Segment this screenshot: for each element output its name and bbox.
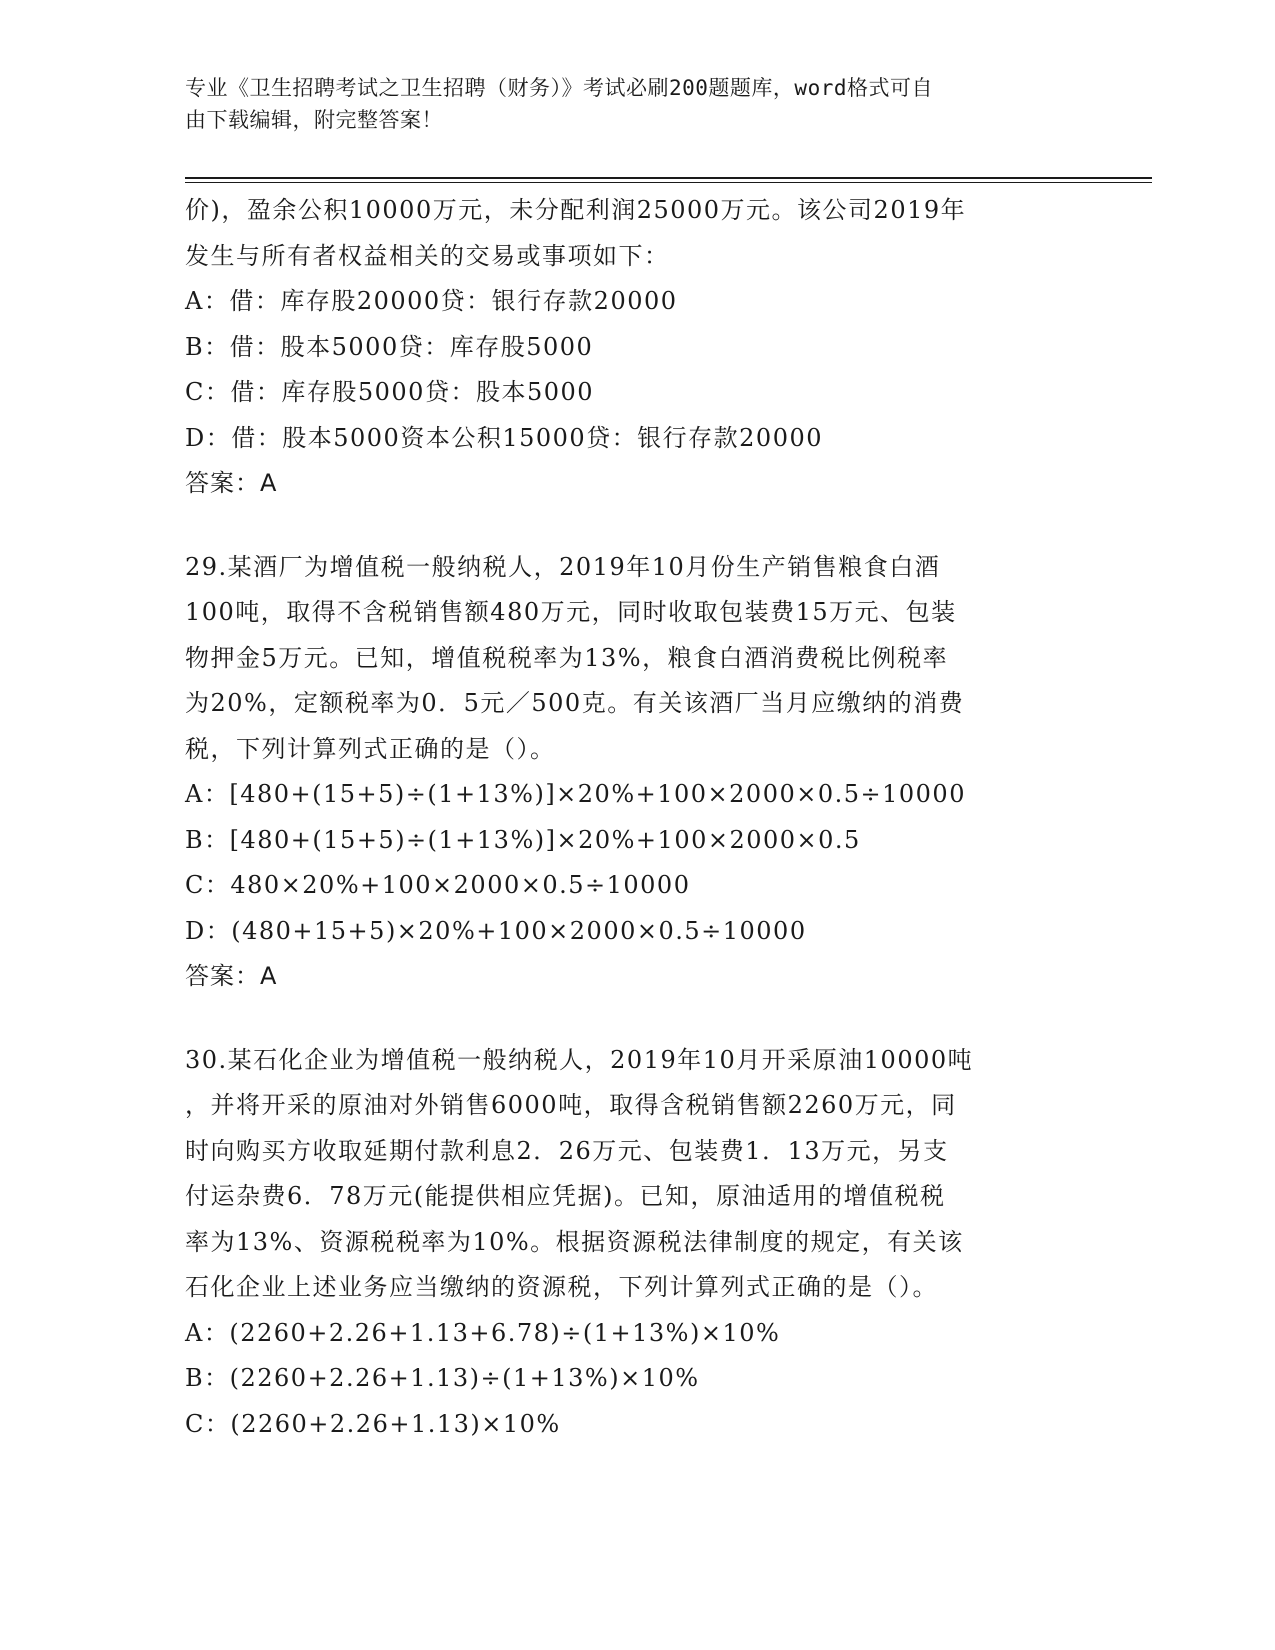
answer-line: 答案：A [185,469,278,497]
question-text-line: 价)，盈余公积10000万元，未分配利润25000万元。该公司2019年 [185,196,967,224]
option-b: B：[480+(15+5)÷(1+13%)]×20%+100×2000×0.5 [185,825,861,854]
question-continued [185,188,1085,507]
option-a: A：借：库存股20000贷：银行存款20000 [185,287,678,315]
question-text-line: 发生与所有者权益相关的交易或事项如下： [185,241,670,270]
header-line-1: 专业《卫生招聘考试之卫生招聘（财务）》考试必刷200题题库，word格式可自 [185,76,933,100]
question-text-line: 30.某石化企业为增值税一般纳税人，2019年10月开采原油10000吨 [185,1045,974,1074]
question-text-line: 税，下列计算列式正确的是（）。 [185,734,556,763]
option-a: A：(2260+2.26+1.13+6.78)÷(1+13%)×10% [185,1318,781,1347]
question-text-line: 率为13%、资源税税率为10%。根据资源税法律制度的规定，有关该 [185,1227,964,1256]
question-text-line: 物押金5万元。已知，增值税税率为13%，粮食白酒消费税比例税率 [185,643,949,672]
option-a: A：[480+(15+5)÷(1+13%)]×20%+100×2000×0.5÷10000 [185,780,966,808]
question-30 [185,1038,1085,1448]
answer-line: 答案：A [185,962,278,990]
question-29 [185,545,1085,1000]
document-body [185,188,1085,1447]
option-b: B：借：股本5000贷：库存股5000 [185,332,594,361]
question-text-line: 时向购买方收取延期付款利息2．26万元、包装费1．13万元，另支 [185,1136,949,1165]
header-divider-thick [185,177,1152,179]
option-d: D：(480+15+5)×20%+100×2000×0.5÷10000 [185,916,807,945]
section-spacer [185,1000,1085,1038]
page-header [185,72,1065,136]
option-b: B：(2260+2.26+1.13)÷(1+13%)×10% [185,1364,700,1392]
option-d: D：借：股本5000资本公积15000贷：银行存款20000 [185,423,824,452]
question-text-line: 为20%，定额税率为0．5元／500克。有关该酒厂当月应缴纳的消费 [185,689,965,717]
option-c: C：(2260+2.26+1.13)×10% [185,1409,561,1438]
option-c: C：480×20%+100×2000×0.5÷10000 [185,871,691,899]
question-text-line: 100吨，取得不含税销售额480万元，同时收取包装费15万元、包装 [185,598,957,626]
question-text-line: ，并将开采的原油对外销售6000吨，取得含税销售额2260万元，同 [185,1091,957,1119]
question-text-line: 付运杂费6．78万元(能提供相应凭据)。已知，原油适用的增值税税 [185,1182,946,1210]
question-text-line: 石化企业上述业务应当缴纳的资源税，下列计算列式正确的是（）。 [185,1273,938,1301]
header-divider-thin [185,182,1152,183]
question-text-line: 29.某酒厂为增值税一般纳税人，2019年10月份生产销售粮食白酒 [185,552,941,581]
header-line-2: 由下载编辑，附完整答案！ [185,108,443,132]
section-spacer [185,507,1085,545]
option-c: C：借：库存股5000贷：股本5000 [185,378,595,406]
